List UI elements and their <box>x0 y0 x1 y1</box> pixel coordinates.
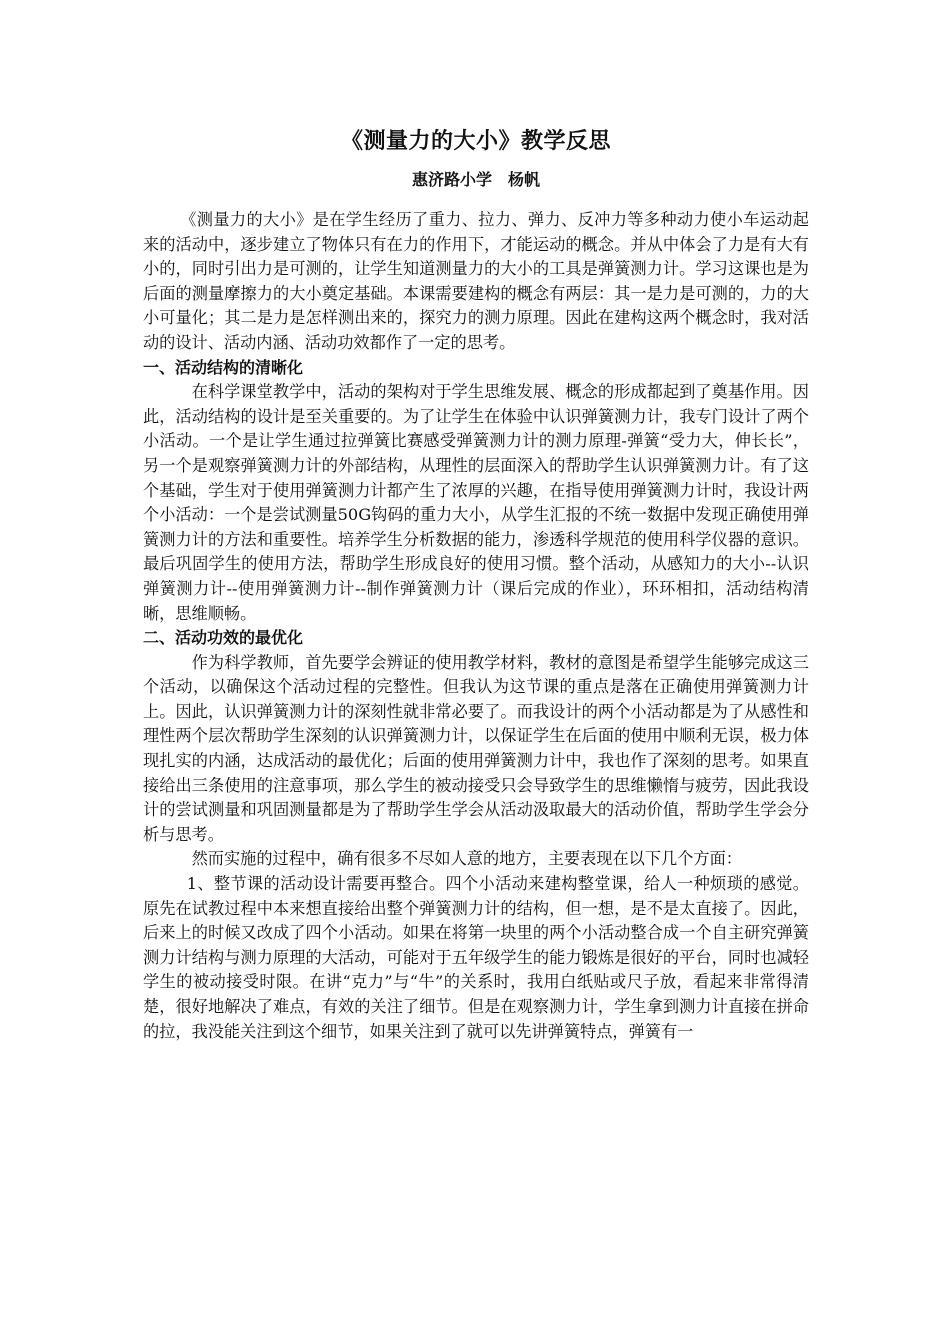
section-1-heading: 一、活动结构的清晰化 <box>143 357 304 377</box>
document-page <box>143 126 809 1044</box>
reflection-intro-paragraph: 然而实施的过程中，确有很多不尽如人意的地方，主要表现在以下几个方面： <box>191 849 742 869</box>
point-1-paragraph: 1、整节课的活动设计需要再整合。四个小活动来建构整堂课，给人一种烦琐的感觉。原先在试教过程中本来想直接给出整个弹簧测力计的结构，但一想，是不是太直接了。因此，后来上的时候又改成了四个小活动。如果在将第一块里的两个小活动整合成一个自主研究弹簧测力计结构与测力原理的大活动，可能对于五年级学生的能力锻炼是很好的平台，同时也减轻学生的被动接受时限。在讲“克力”与“牛”的关系时，我用白纸贴或尺子放，看起来非常得清楚，很好地解决了难点，有效的关注了细节。但是在观察测力计，学生拿到测力计直接在拼命的拉，我没能关注到这个细节，如果关注到了就可以先讲弹簧特点，弹簧有一 <box>143 874 809 1041</box>
section-2-heading: 二、活动功效的最优化 <box>143 628 304 648</box>
section-2-paragraph: 作为科学教师，首先要学会辨证的使用教学材料，教材的意图是希望学生能够完成这三个活动，以确保这个活动过程的完整性。但我认为这节课的重点是落在正确使用弹簧测力计上。因此，认识弹簧测力计的深刻性就非常必要了。而我设计的两个小活动都是为了从感性和理性两个层次帮助学生深刻的认识弹簧测力计，以保证学生在后面的使用中顺利无误，极力体现扎实的内涵，达成活动的最优化；后面的使用弹簧测力计中，我也作了深刻的思考。如果直接给出三条使用的注意事项，那么学生的被动接受只会导致学生的思维懒惰与疲劳，因此我设计的尝试测量和巩固测量都是为了帮助学生学会从活动汲取最大的活动价值，帮助学生学会分析与思考。 <box>143 652 809 844</box>
document-title: 《测量力的大小》教学反思 <box>340 129 611 154</box>
intro-paragraph: 《测量力的大小》是在学生经历了重力、拉力、弹力、反冲力等多种动力使小车运动起来的活动中，逐步建立了物体只有在力的作用下，才能运动的概念。并从中体会了力是有大有小的，同时引出力是可测的，让学生知道测量力的大小的工具是弹簧测力计。学习这课也是为后面的测量摩擦力的大小奠定基础。本课需要建构的概念有两层：其一是力是可测的，力的大小可量化；其二是力是怎样测出来的，探究力的测力原理。因此在建构这两个概念时，我对活动的设计、活动内涵、活动功效都作了一定的思考。 <box>143 210 809 352</box>
document-author: 惠济路小学 杨帆 <box>411 170 540 189</box>
section-1-paragraph: 在科学课堂教学中，活动的架构对于学生思维发展、概念的形成都起到了奠基作用。因此，活动结构的设计是至关重要的。为了让学生在体验中认识弹簧测力计，我专门设计了两个小活动。一个是让学生通过拉弹簧比赛感受弹簧测力计的测力原理-弹簧“受力大，伸长长”， 另一个是观察弹簧测力计的外部结构，从理性的层面深入的帮助学生认识弹簧测力计。有了这个基础，学生对于使用弹簧测力计都产生了浓厚的兴趣，在指导使用弹簧测力计时，我设计两个小活动：一个是尝试测量50G钩码的重力大小，从学生汇报的不统一数据中发现正确使用弹簧测力计的方法和重要性。培养学生分析数据的能力，渗透科学规范的使用科学仪器的意识。最后巩固学生的使用方法，帮助学生形成良好的使用习惯。整个活动，从感知力的大小--认识弹簧测力计--使用弹簧测力计--制作弹簧测力计（课后完成的作业），环环相扣，活动结构清晰，思维顺畅。 <box>143 382 809 623</box>
